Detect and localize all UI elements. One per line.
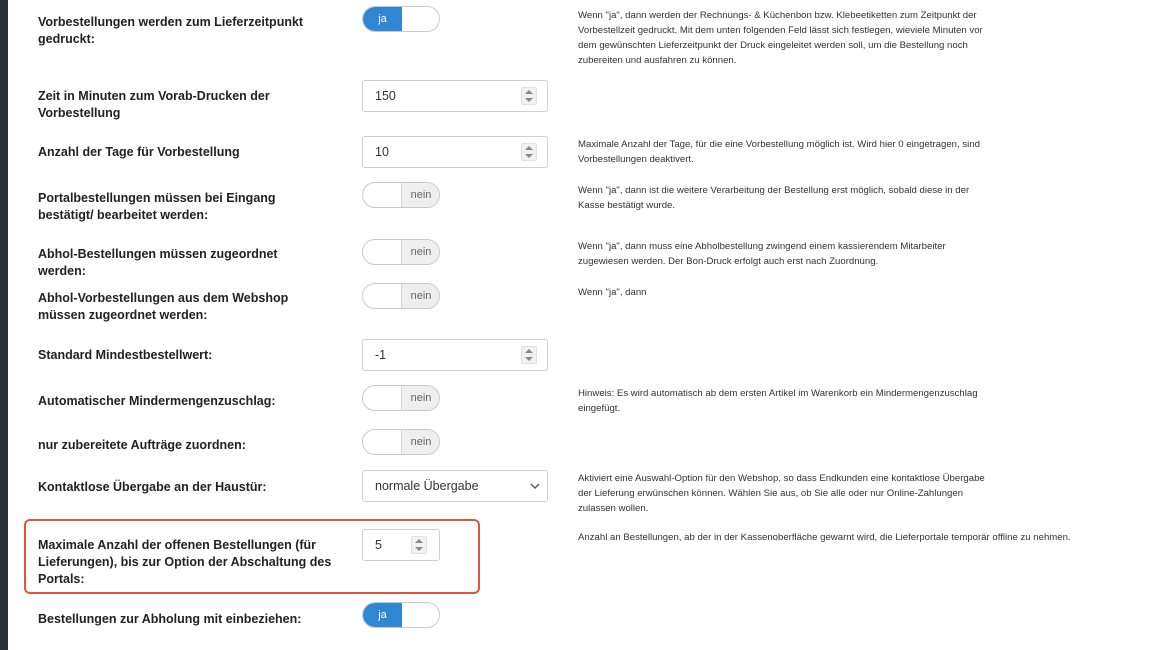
spinner-icon[interactable]	[521, 87, 537, 105]
toggle-on-label: ja	[363, 7, 402, 31]
label-min-order-value: Standard Mindestbestellwert:	[38, 348, 213, 362]
label-max-open-orders: Maximale Anzahl der offenen Bestellungen (für Lieferungen), bis zur Option der Abschaltung des Portals:	[38, 538, 332, 586]
help-max-open-orders: Anzahl an Bestellungen, ab der in der Kassenoberfläche gewarnt wird, die Lieferportale temporär offline zu nehmen.	[578, 532, 1071, 543]
toggle-off-label: nein	[402, 183, 440, 207]
input-min-order-value[interactable]	[362, 339, 548, 371]
help-webshop-preorder-assign: Wenn "ja", dann	[578, 287, 647, 298]
help-contactless-handover: Aktiviert eine Auswahl-Option für den Webshop, so dass Endkunden eine kontaktlose Übergabe der Lieferung erwünschen können. Wählen Sie aus, ob Sie alle oder nur Online-Zahlungen zulassen wollen.	[578, 473, 985, 514]
toggle-preorder-print-time[interactable]	[362, 6, 440, 32]
spinner-icon[interactable]	[521, 143, 537, 161]
input-value: 5	[375, 538, 382, 552]
toggle-knob	[363, 430, 402, 454]
label-small-quantity-surcharge: Automatischer Mindermengenzuschlag:	[38, 394, 276, 408]
input-value: -1	[375, 348, 387, 362]
chevron-down-icon	[530, 481, 540, 491]
input-preprint-minutes[interactable]	[362, 80, 548, 112]
help-portal-confirm: Wenn "ja", dann ist die weitere Verarbeitung der Bestellung erst möglich, sobald diese in der Kasse bestätigt wurde.	[578, 185, 970, 211]
input-max-open-orders[interactable]	[362, 529, 440, 561]
help-preorder-days: Maximale Anzahl der Tage, für die eine Vorbestellung möglich ist. Wird hier 0 eingetragen, sind Vorbestellungen deaktivert.	[578, 139, 980, 165]
toggle-knob	[363, 240, 402, 264]
label-prepared-orders-assign: nur zubereitete Aufträge zuordnen:	[38, 438, 246, 452]
select-value: normale Übergabe	[375, 479, 479, 493]
toggle-knob	[363, 386, 402, 410]
help-pickup-assign: Wenn "ja", dann muss eine Abholbestellung zwingend einem kassierendem Mitarbeiter zugewiesen werden. Der Bon-Druck erfolgt auch erst nach Zuordnung.	[578, 241, 946, 267]
toggle-off-label: nein	[402, 430, 440, 454]
toggle-knob	[363, 284, 402, 308]
toggle-on-label: ja	[363, 603, 402, 627]
spinner-icon[interactable]	[521, 346, 537, 364]
help-small-quantity-surcharge: Hinweis: Es wird automatisch ab dem ersten Artikel im Warenkorb ein Mindermengenzuschlag eingefügt.	[578, 388, 978, 414]
input-preorder-days[interactable]	[362, 136, 548, 168]
toggle-knob	[402, 603, 440, 627]
toggle-knob	[363, 183, 402, 207]
toggle-off-label: nein	[402, 240, 440, 264]
label-pickup-assign: Abhol-Bestellungen müssen zugeordnet werden:	[38, 247, 278, 278]
toggle-small-quantity-surcharge[interactable]	[362, 385, 440, 411]
toggle-pickup-assign[interactable]	[362, 239, 440, 265]
toggle-off-label: nein	[402, 284, 440, 308]
left-sidebar-edge	[0, 0, 8, 650]
toggle-portal-confirm[interactable]	[362, 182, 440, 208]
label-preorder-print-time: Vorbestellungen werden zum Lieferzeitpunkt gedruckt:	[38, 15, 304, 46]
label-preorder-days: Anzahl der Tage für Vorbestellung	[38, 145, 240, 159]
label-preprint-minutes: Zeit in Minuten zum Vorab-Drucken der Vorbestellung	[38, 89, 270, 120]
toggle-webshop-preorder-assign[interactable]	[362, 283, 440, 309]
toggle-off-label: nein	[402, 386, 440, 410]
input-value: 10	[375, 145, 389, 159]
spinner-icon[interactable]	[411, 536, 427, 554]
toggle-prepared-orders-assign[interactable]	[362, 429, 440, 455]
label-contactless-handover: Kontaktlose Übergabe an der Haustür:	[38, 480, 267, 494]
input-value: 150	[375, 89, 396, 103]
label-include-pickup-orders: Bestellungen zur Abholung mit einbeziehen:	[38, 612, 302, 626]
toggle-knob	[402, 7, 440, 31]
select-contactless-handover[interactable]	[362, 470, 548, 502]
toggle-include-pickup-orders[interactable]	[362, 602, 440, 628]
label-portal-confirm: Portalbestellungen müssen bei Eingang bestätigt/ bearbeitet werden:	[38, 191, 276, 222]
help-preorder-print-time: Wenn "ja", dann werden der Rechnungs- & Küchenbon bzw. Klebeetiketten zum Zeitpunkt der Vorbestellzeit gedruckt. Mit dem unten folgenden Feld lässt sich festlegen, wieviele Minuten vor dem gewünschten Lieferzeitpunkt der Druck eingeleitet werden soll, um die Bestellung noch zubereiten und ausfahren zu können.	[578, 10, 983, 66]
label-webshop-preorder-assign: Abhol-Vorbestellungen aus dem Webshop müssen zugeordnet werden:	[38, 291, 289, 322]
